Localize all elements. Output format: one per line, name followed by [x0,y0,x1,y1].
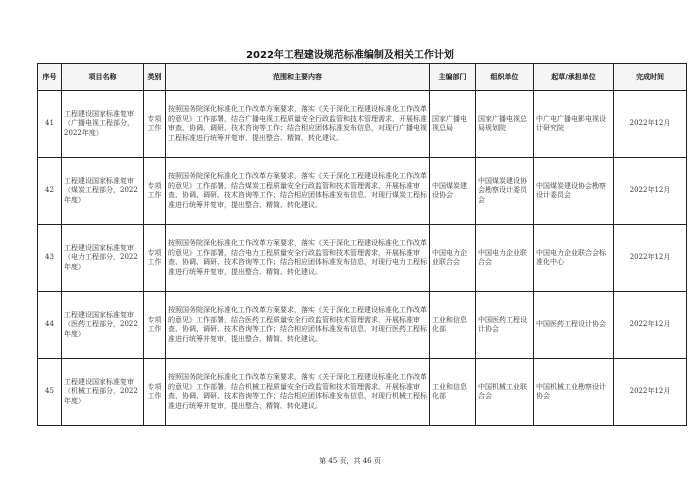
cell-category: 专项工作 [144,91,166,158]
cell-editor: 工业和信息化部 [430,292,476,359]
cell-editor: 中国电力企业联合会 [430,225,476,292]
cell-organizer: 中国医药工程设计协会 [476,292,534,359]
cell-drafter: 中广电广播电影电视设计研究院 [534,91,614,158]
cell-drafter: 中国机械工业勘察设计协会 [534,359,614,426]
cell-drafter: 中国医药工程设计协会 [534,292,614,359]
table-row [38,91,687,158]
cell-content: 按照国务院深化标准化工作改革方案要求，落实《关于深化工程建设标准化工作改革的意见》工作部署，结合煤炭工程质量安全行政监管和技术管理需求，开展标准审查、协调、调研、技术咨询等工作；结合相应团体标准发布信息，对现行煤炭工程标准进行统筹并复审，提出整合、精简、转化建议。 [166,158,430,225]
table-row [38,359,687,426]
cell-due: 2022年12月 [614,91,687,158]
cell-no: 45 [38,359,62,426]
cell-name: 工程建设国家标准复审（煤炭工程部分，2022年度） [62,158,144,225]
table-header-row [38,64,687,91]
cell-content: 按照国务院深化标准化工作改革方案要求，落实《关于深化工程建设标准化工作改革的意见》工作部署，结合电力工程质量安全行政监管和技术管理需求，开展标准审查、协调、调研、技术咨询等工作；结合相应团体标准发布信息，对现行电力工程标准进行统筹并复审，提出整合、精简、转化建议。 [166,225,430,292]
cell-content: 按照国务院深化标准化工作改革方案要求，落实《关于深化工程建设标准化工作改革的意见》工作部署，结合机械工程质量安全行政监管和技术管理需求，开展标准审查、协调、调研、技术咨询等工作；结合相应团体标准发布信息，对现行机械工程标准进行统筹并复审，提出整合、精简、转化建议。 [166,359,430,426]
cell-category: 专项工作 [144,225,166,292]
work-plan-table [37,63,687,426]
cell-organizer: 中国机械工业联合会 [476,359,534,426]
column-header-no: 序号 [38,64,62,91]
cell-no: 44 [38,292,62,359]
cell-name: 工程建设国家标准复审（广播电视工程部分，2022年度） [62,91,144,158]
column-header-organizer: 组织单位 [476,64,534,91]
column-header-editor: 主编部门 [430,64,476,91]
cell-editor: 中国煤炭建设协会 [430,158,476,225]
column-header-name: 项目名称 [62,64,144,91]
cell-name: 工程建设国家标准复审（电力工程部分，2022年度） [62,225,144,292]
cell-due: 2022年12月 [614,359,687,426]
cell-organizer: 中国煤炭建设协会勘察设计委员会 [476,158,534,225]
cell-drafter: 中国煤炭建设协会勘察设计委员会 [534,158,614,225]
cell-category: 专项工作 [144,359,166,426]
cell-editor: 工业和信息化部 [430,359,476,426]
cell-no: 42 [38,158,62,225]
document-title: 2022年工程建设规范标准编制及相关工作计划 [246,50,454,61]
cell-no: 43 [38,225,62,292]
cell-category: 专项工作 [144,292,166,359]
cell-no: 41 [38,91,62,158]
column-header-due: 完成时间 [614,64,687,91]
cell-due: 2022年12月 [614,225,687,292]
cell-content: 按照国务院深化标准化工作改革方案要求，落实《关于深化工程建设标准化工作改革的意见》工作部署，结合医药工程质量安全行政监管和技术管理需求，开展标准审查、协调、调研、技术咨询等工作；结合相应团体标准发布信息，对现行医药工程标准进行统筹并复审，提出整合、精简、转化建议。 [166,292,430,359]
table-row [38,225,687,292]
cell-drafter: 中国电力企业联合会标准化中心 [534,225,614,292]
cell-name: 工程建设国家标准复审（医药工程部分，2022年度） [62,292,144,359]
column-header-drafter: 起草/承担单位 [534,64,614,91]
page-number: 第 45 页，共 46 页 [319,457,381,465]
cell-organizer: 国家广播电视总局规划院 [476,91,534,158]
cell-due: 2022年12月 [614,158,687,225]
table-row [38,292,687,359]
column-header-category: 类别 [144,64,166,91]
cell-category: 专项工作 [144,158,166,225]
cell-organizer: 中国电力企业联合会 [476,225,534,292]
cell-content: 按照国务院深化标准化工作改革方案要求，落实《关于深化工程建设标准化工作改革的意见》工作部署，结合广播电视工程质量安全行政监管和技术管理需求，开展标准审查、协调、调研、技术咨询等工作；结合相应团体标准发布信息，对现行广播电视工程标准进行统筹并复审，提出整合、精简、转化建议。 [166,91,430,158]
cell-name: 工程建设国家标准复审（机械工程部分，2022年度） [62,359,144,426]
cell-editor: 国家广播电视总局 [430,91,476,158]
table-row [38,158,687,225]
cell-due: 2022年12月 [614,292,687,359]
column-header-content: 范围和主要内容 [166,64,430,91]
